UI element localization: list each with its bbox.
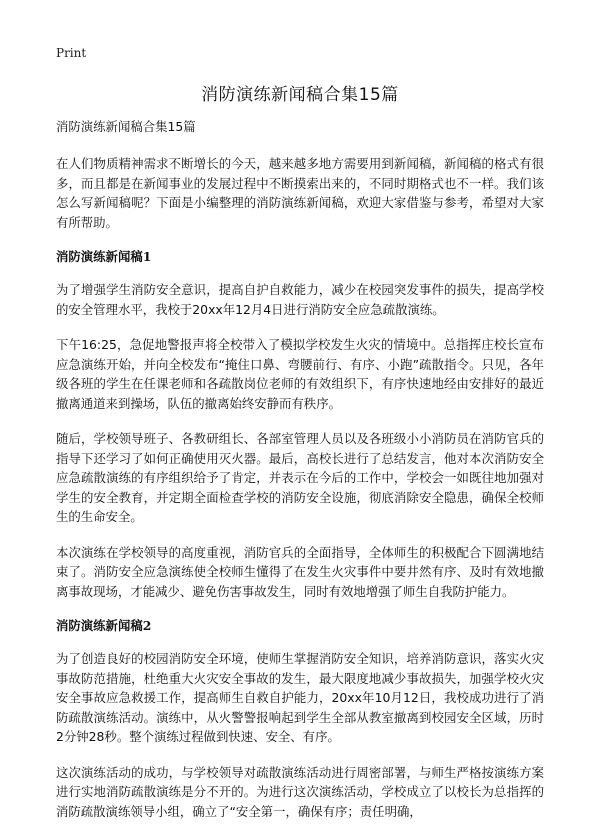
page-title: 消防演练新闻稿合集15篇 <box>201 85 399 105</box>
section-heading: 消防演练新闻稿2 <box>56 618 152 633</box>
paragraph: 本次演练在学校领导的高度重视，消防官兵的全面指导，全体师生的积极配合下圆满地结束了。消防安全应急演练使全校师生懂得了在发生火灾事件中要井然有序、及时有效地撤离事故现场，才能减少、避免伤害事故发生，同时有效地增强了师生自我防护能力。 <box>56 544 544 599</box>
section-1 <box>56 248 544 601</box>
article-subtitle: 消防演练新闻稿合集15篇 <box>56 119 196 134</box>
section-2 <box>56 617 544 821</box>
print-link[interactable]: Print <box>56 46 87 60</box>
article-body <box>56 118 544 837</box>
paragraph: 这次演练活动的成功，与学校领导对疏散演练活动进行周密部署，与师生严格按演练方案进行实地消防疏散演练是分不开的。为进行这次演练活动，学校成立了以校长为总指挥的消防疏散演练领导小组，确立了“安全第一，确保有序；责任明确， <box>56 764 544 819</box>
section-heading: 消防演练新闻稿1 <box>56 249 152 264</box>
paragraph: 下午16:25，急促地警报声将全校带入了模拟学校发生火灾的情境中。总指挥庄校长宣布应急演练开始，并向全校发布“掩住口鼻、弯腰前行、有序、小跑”疏散指令。只见，各年级各班的学生在任课老师和各疏散岗位老师的有效组织下，有序快速地经由安排好的最近撤离通道来到操场，队伍的撤离始终安静而有秩序。 <box>56 337 544 411</box>
paragraph: 为了增强学生消防安全意识，提高自护自救能力，减少在校园突发事件的损失，提高学校的安全管理水平，我校于20xx年12月4日进行消防安全应急疏散演练。 <box>56 282 544 317</box>
paragraph: 为了创造良好的校园消防安全环境，使师生掌握消防安全知识，培养消防意识，落实火灾事故防范措施，杜绝重大火灾安全事故的发生，最大限度地减少事故损失，加强学校火灾安全事故应急救援工作，提高师生自救自护能力，20xx年10月12日，我校成功进行了消防疏散演练活动。演练中，从火警警报响起到学生全部从教室撤离到校园安全区域，历时2分钟28秒。整个演练过程做到快速、安全、有序。 <box>56 651 544 744</box>
intro-paragraph: 在人们物质精神需求不断增长的今天，越来越多地方需要用到新闻稿，新闻稿的格式有很多，而且都是在新闻事业的发展过程中不断摸索出来的，不同时期格式也不一样。我们该怎么写新闻稿呢？下面是小编整理的消防演练新闻稿，欢迎大家借鉴与参考，希望对大家有所帮助。 <box>56 156 544 230</box>
paragraph: 随后，学校领导班子、各教研组长、各部室管理人员以及各班级小小消防员在消防官兵的指导下还学习了如何正确使用灭火器。最后，高校长进行了总结发言，他对本次消防安全应急疏散演练的有序组织给予了肯定，并表示在今后的工作中，学校会一如既往地加强对学生的安全教育，并定期全面检查学校的消防安全设施，彻底消除安全隐患，确保全校师生的生命安全。 <box>56 431 544 524</box>
